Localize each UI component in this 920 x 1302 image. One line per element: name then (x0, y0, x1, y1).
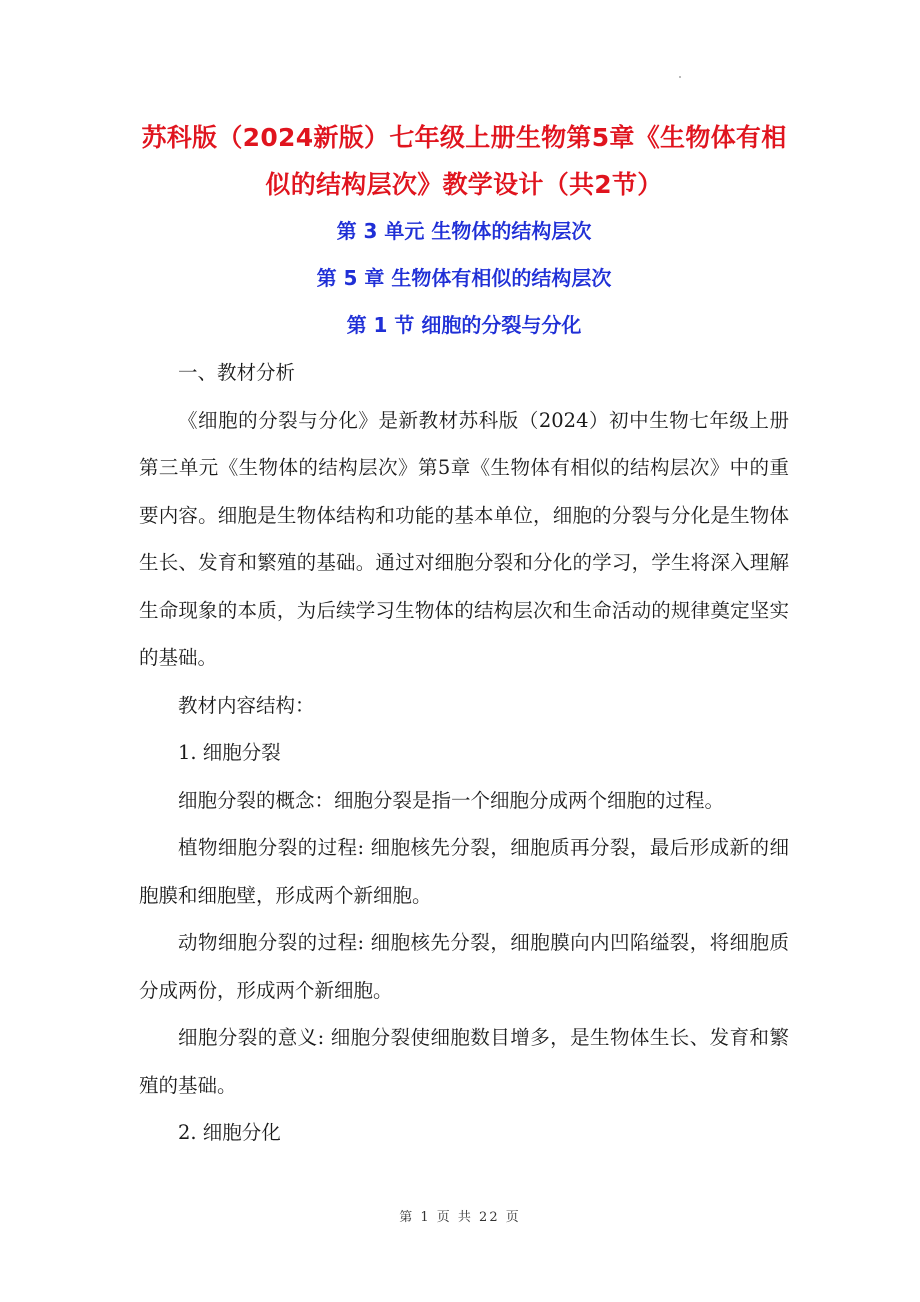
paragraph-structure-label: 教材内容结构： (178, 693, 315, 717)
section-heading: 第 1 节 细胞的分裂与分化 (346, 313, 582, 337)
paragraph-division-significance: 细胞分裂的意义: 细胞分裂使细胞数目增多，是生物体生长、发育和繁殖的基础。 (139, 1026, 789, 1097)
subheading-textbook-analysis: 一、教材分析 (178, 361, 296, 384)
paragraph-plant-division: 植物细胞分裂的过程: 细胞核先分裂，细胞质再分裂，最后形成新的细胞膜和细胞壁，形成两个新细胞。 (139, 836, 789, 907)
paragraph-animal-division: 动物细胞分裂的过程: 细胞核先分裂，细胞膜向内凹陷缢裂，将细胞质分成两份，形成两个新细胞。 (139, 931, 789, 1002)
list-item-cell-differentiation: 2. 细胞分化 (178, 1121, 281, 1144)
page-footer: 第 1 页 共 22 页 (399, 1210, 521, 1225)
document-title-line-1: 苏科版（2024新版）七年级上册生物第5章《生物体有相 (141, 123, 787, 152)
paragraph-division-concept: 细胞分裂的概念：细胞分裂是指一个细胞分成两个细胞的过程。 (178, 788, 725, 812)
decorative-dot (679, 76, 681, 78)
document-title-line-2: 似的结构层次》教学设计（共2节） (265, 170, 663, 199)
chapter-heading: 第 5 章 生物体有相似的结构层次 (316, 266, 612, 290)
page-content (139, 114, 789, 1157)
list-item-cell-division: 1. 细胞分裂 (178, 741, 281, 764)
paragraph-intro: 《细胞的分裂与分化》是新教材苏科版（2024）初中生物七年级上册第三单元《生物体的结构层次》第5章《生物体有相似的结构层次》中的重要内容。细胞是生物体结构和功能的基本单位，细胞的分裂与分化是生物体生长、发育和繁殖的基础。通过对细胞分裂和分化的学习，学生将深入理解生命现象的本质，为后续学习生物体的结构层次和生命活动的规律奠定坚实的基础。 (139, 408, 789, 669)
unit-heading: 第 3 单元 生物体的结构层次 (336, 219, 592, 243)
